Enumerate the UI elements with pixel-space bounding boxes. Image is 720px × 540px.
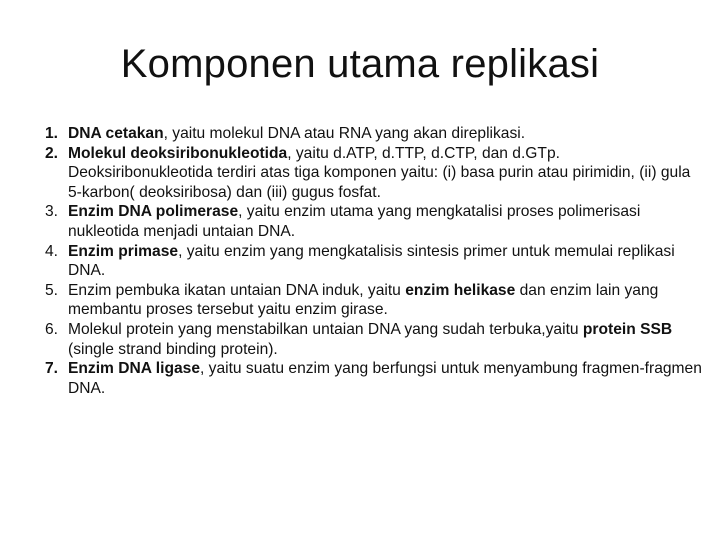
list-item-number: 5. [44, 281, 58, 299]
component-list [14, 124, 704, 398]
list-item [14, 281, 704, 320]
list-item-text: , yaitu d.ATP, d.TTP, d.CTP, dan d.GTp. Deoksiribonukleotida terdiri atas tiga komponen yaitu: (i) basa purin atau pirimidin, (ii) gula 5-karbon( deoksiribosa) dan (iii) gugus fosfat. [68, 144, 691, 201]
list-item-term: protein SSB [582, 320, 673, 338]
list-item-term: Enzim primase [68, 242, 179, 260]
list-item-number: 2. [44, 144, 58, 162]
list-item [14, 242, 704, 281]
slide-title: Komponen utama replikasi [120, 42, 600, 86]
list-item-term: DNA cetakan [68, 125, 164, 142]
list-item-number: 1. [44, 125, 58, 142]
list-item [14, 202, 704, 241]
list-item-text: (single strand binding protein). [68, 340, 278, 358]
list-item-number: 6. [44, 320, 58, 338]
list-item-text: , yaitu suatu enzim yang berfungsi untuk menyambung fragmen-fragmen DNA. [68, 360, 702, 397]
list-item [14, 320, 704, 359]
list-item-term: Enzim DNA ligase [68, 360, 200, 378]
list-item-number: 3. [44, 203, 58, 221]
list-item [14, 124, 704, 144]
list-item-term: Molekul deoksiribonukleotida [68, 144, 288, 162]
list-item-number: 4. [44, 242, 58, 260]
list-item-text: Enzim pembuka ikatan untaian DNA induk, yaitu [68, 281, 406, 299]
list-item-text: , yaitu molekul DNA atau RNA yang akan direplikasi. [163, 125, 526, 142]
list-item-text: dan enzim lain yang membantu proses tersebut yaitu enzim girase. [68, 281, 659, 319]
list-item-term: Enzim DNA polimerase [68, 203, 239, 221]
list-item-term: enzim helikase [405, 281, 516, 299]
list-item [14, 144, 704, 203]
list-item-text: Molekul protein yang menstabilkan untaian DNA yang sudah terbuka,yaitu [68, 320, 583, 338]
list-item-number: 7. [44, 360, 58, 378]
list-item-text: , yaitu enzim yang mengkatalisis sintesis primer untuk memulai replikasi DNA. [68, 242, 675, 280]
list-item [14, 359, 704, 398]
list-item-text: , yaitu enzim utama yang mengkatalisi proses polimerisasi nukleotida menjadi untaian DNA. [68, 203, 641, 240]
